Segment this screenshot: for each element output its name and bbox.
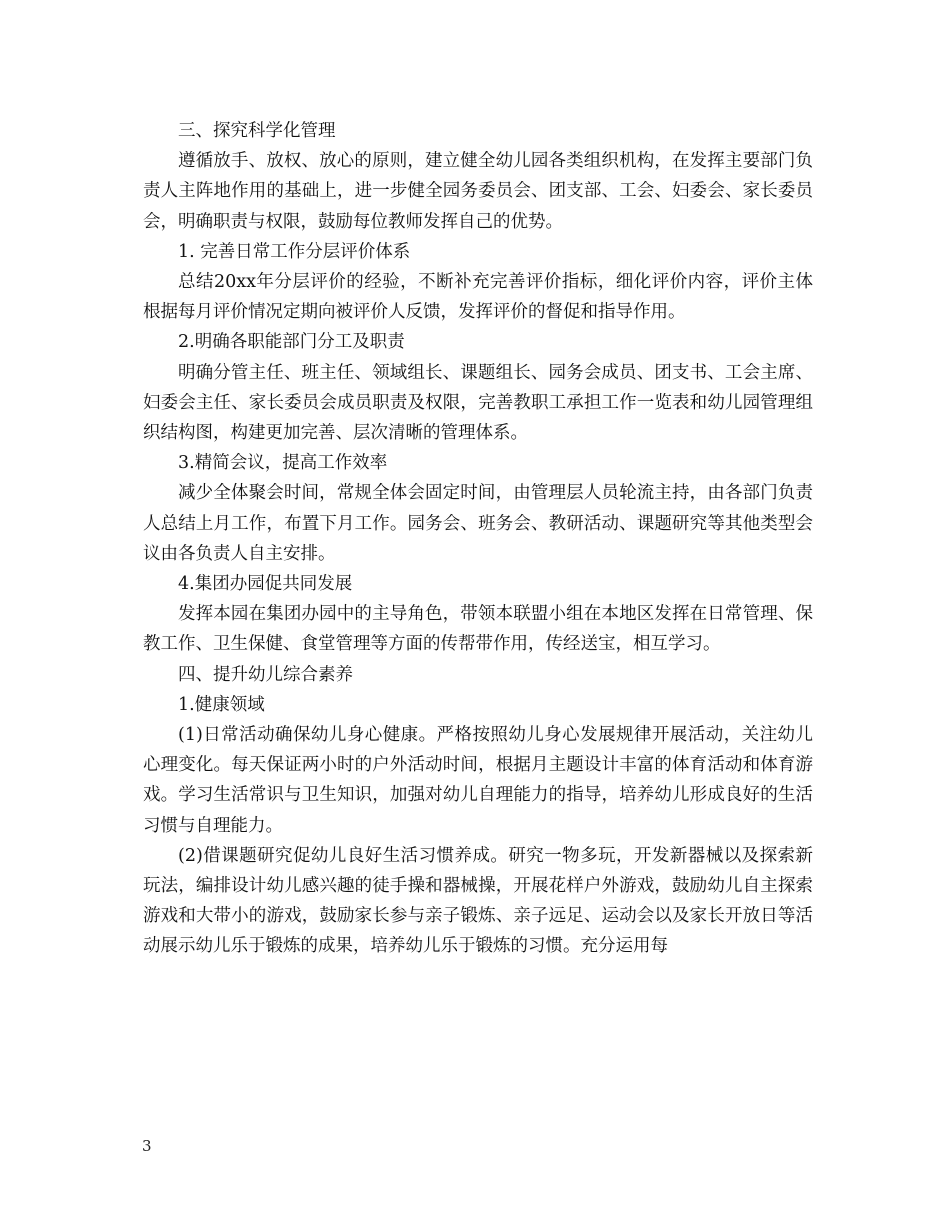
- subheading-health: 1.健康领域: [178, 694, 265, 715]
- paragraph: 总结20xx年分层评价的经验，不断补充完善评价指标，细化评价内容，评价主体根据每月评价情况定期向被评价人反馈，发挥评价的督促和指导作用。: [143, 272, 813, 323]
- section-heading-4: 四、提升幼儿综合素养: [178, 664, 353, 685]
- subheading-3: 3.精简会议，提高工作效率: [178, 453, 388, 474]
- paragraph: 发挥本园在集团办园中的主导角色，带领本联盟小组在本地区发挥在日常管理、保教工作、卫生保健、食堂管理等方面的传帮带作用，传经送宝，相互学习。: [143, 604, 813, 655]
- subheading-1: 1. 完善日常工作分层评价体系: [178, 241, 411, 262]
- paragraph: 明确分管主任、班主任、领域组长、课题组长、园务会成员、团支书、工会主席、妇委会主任、家长委员会成员职责及权限，完善教职工承担工作一览表和幼儿园管理组织结构图，构建更加完善、层次清晰的管理体系。: [143, 362, 813, 444]
- page-number: 3: [142, 1137, 152, 1155]
- paragraph: 遵循放手、放权、放心的原则，建立健全幼儿园各类组织机构，在发挥主要部门负责人主阵地作用的基础上，进一步健全园务委员会、团支部、工会、妇委会、家长委员会，明确职责与权限，鼓励每位教师发挥自己的优势。: [143, 151, 813, 232]
- paragraph: (1)日常活动确保幼儿身心健康。严格按照幼儿身心发展规律开展活动，关注幼儿心理变化。每天保证两小时的户外活动时间，根据月主题设计丰富的体育活动和体育游戏。学习生活常识与卫生知识，加强对幼儿自理能力的指导，培养幼儿形成良好的生活习惯与自理能力。: [143, 725, 813, 836]
- subheading-2: 2.明确各职能部门分工及职责: [178, 332, 405, 353]
- subheading-4: 4.集团办园促共同发展: [178, 574, 353, 595]
- paragraph: (2)借课题研究促幼儿良好生活习惯养成。研究一物多玩，开发新器械以及探索新玩法，编排设计幼儿感兴趣的徒手操和器械操，开展花样户外游戏，鼓励幼儿自主探索游戏和大带小的游戏，鼓励家长参与亲子锻炼、亲子远足、运动会以及家长开放日等活动展示幼儿乐于锻炼的成果，培养幼儿乐于锻炼的习惯。充分运用每: [143, 845, 813, 957]
- document-body: [143, 116, 813, 962]
- section-heading-3: 三、探究科学化管理: [178, 121, 336, 141]
- paragraph: 减少全体聚会时间，常规全体会固定时间，由管理层人员轮流主持，由各部门负责人总结上月工作，布置下月工作。园务会、班务会、教研活动、课题研究等其他类型会议由各负责人自主安排。: [143, 483, 813, 564]
